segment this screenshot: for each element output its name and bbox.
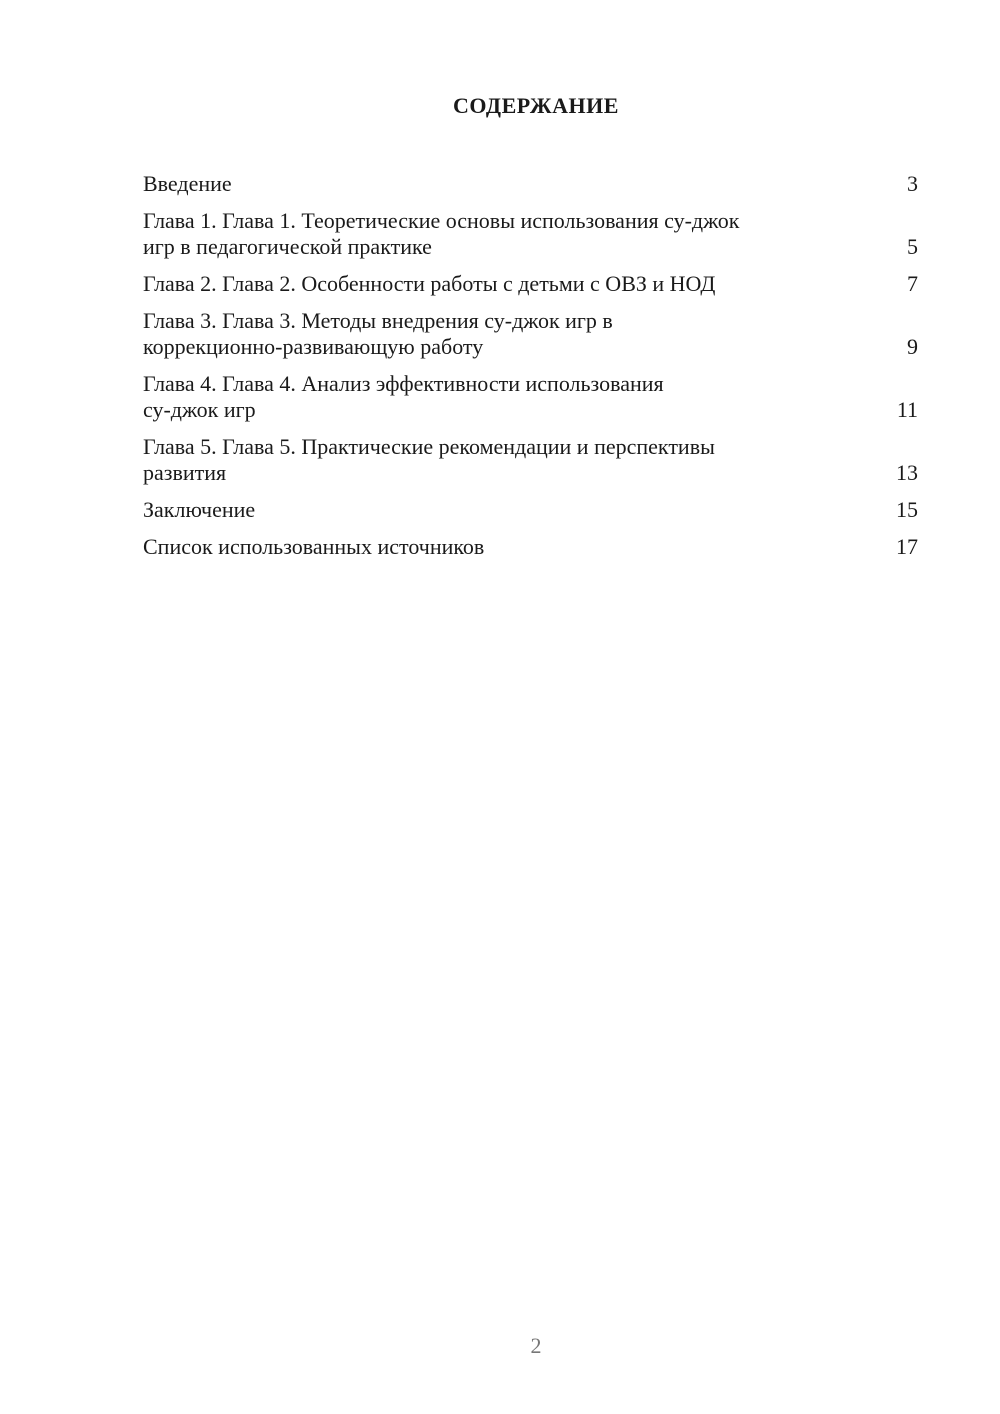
toc-entry-label [143, 271, 833, 297]
toc-entry-label [143, 371, 833, 423]
toc-entry-page: 13 [896, 460, 918, 485]
table-of-contents [143, 171, 918, 571]
toc-entry-references[interactable] [143, 534, 918, 560]
toc-entry-page: 17 [896, 534, 918, 559]
toc-entry-chapter-2[interactable] [143, 271, 918, 297]
toc-entry-page: 3 [907, 171, 918, 196]
toc-entry-line: игр в педагогической практике [143, 234, 432, 259]
toc-entry-page: 5 [907, 234, 918, 259]
page-title: СОДЕРЖАНИЕ [453, 93, 619, 118]
toc-entry-label [143, 434, 833, 486]
toc-entry-label [143, 308, 833, 360]
page-number: 2 [530, 1333, 542, 1358]
toc-entry-line: Список использованных источников [143, 534, 485, 559]
toc-entry-chapter-5[interactable] [143, 434, 918, 486]
toc-entry-label [143, 208, 833, 260]
toc-entry-chapter-1[interactable] [143, 208, 918, 260]
toc-entry-line: Заключение [143, 497, 256, 522]
toc-entry-line: развития [143, 460, 227, 485]
toc-entry-chapter-3[interactable] [143, 308, 918, 360]
toc-entry-line: Глава 2. Глава 2. Особенности работы с детьми с ОВЗ и НОД [143, 271, 716, 296]
toc-entry-line: коррекционно-развивающую работу [143, 334, 484, 359]
toc-entry-line: Глава 4. Глава 4. Анализ эффективности использования [143, 371, 664, 396]
toc-entry-chapter-4[interactable] [143, 371, 918, 423]
toc-entry-page: 9 [907, 334, 918, 359]
toc-entry-page: 11 [896, 397, 918, 422]
toc-entry-line: Введение [143, 171, 232, 196]
toc-entry-line: Глава 3. Глава 3. Методы внедрения су-джок игр в [143, 308, 613, 333]
toc-entry-line: Глава 1. Глава 1. Теоретические основы использования су-джок [143, 208, 740, 233]
toc-entry-line: су-джок игр [143, 397, 256, 422]
toc-entry-label [143, 171, 833, 197]
toc-entry-label [143, 497, 833, 523]
toc-entry-label [143, 534, 833, 560]
toc-entry-conclusion[interactable] [143, 497, 918, 523]
toc-entry-line: Глава 5. Глава 5. Практические рекомендации и перспективы [143, 434, 715, 459]
toc-entry-introduction[interactable] [143, 171, 918, 197]
toc-entry-page: 7 [907, 271, 918, 296]
toc-entry-page: 15 [896, 497, 918, 522]
